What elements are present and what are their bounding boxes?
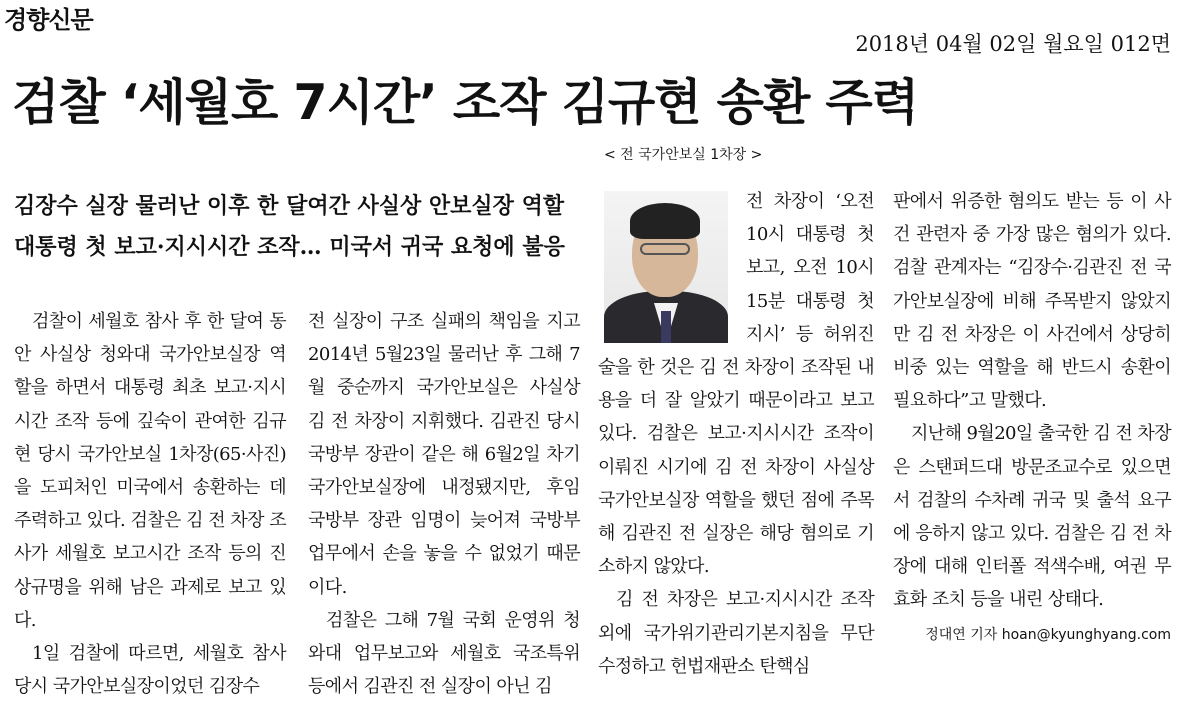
reporter-byline: 정대연 기자 hoan@kyunghyang.com (925, 626, 1171, 643)
body-column-1 (14, 305, 286, 703)
body-column-3 (598, 185, 874, 683)
body-paragraph: 전 차장이 ‘오전 10시 대통령 첫 보고, 오전 10시 15분 대통령 첫 지시’ 등 허위진술을 한 것은 김 전 차장이 조작된 내용을 더 잘 알았기 때문이라고 보고 있다. 검찰은 보고·지시시간 조작이 이뤄진 시기에 김 전 차장이 사실상 국가안보실장 역할을 했던 점에 주목해 김관진 전 실장은 해당 혐의로 기소하지 않았다. (598, 191, 874, 578)
body-paragraph: 지난해 9월20일 출국한 김 전 차장은 스탠퍼드대 방문조교수로 있으면서 검찰의 수차례 귀국 및 출석 요구에 응하지 않고 있다. 검찰은 김 전 차장에 대해 인터폴 적색수배, 여권 무효화 조치 등을 내린 상태다. (893, 423, 1171, 611)
portrait-photo (604, 191, 728, 343)
article-headline: 검찰 ‘세월호 7시간’ 조작 김규현 송환 주력 (12, 74, 919, 131)
body-paragraph: 김 전 차장은 보고·지시시간 조작 외에 국가위기관리기본지침을 무단 수정하고 헌법재판소 탄핵심 (598, 589, 874, 677)
body-column-2 (308, 305, 580, 703)
body-column-4 (893, 185, 1171, 652)
body-paragraph: 검찰이 세월호 참사 후 한 달여 동안 사실상 청와대 국가안보실장 역할을 하면서 대통령 최초 보고·지시시간 조작 등에 깊숙이 관여한 김규현 당시 국가안보실 1차장(65·사진)을 도피처인 미국에서 송환하는 데 주력하고 있다. 검찰은 김 전 차장 조사가 세월호 보고시간 조작 등의 진상규명을 위해 남은 과제로 보고 있다. (14, 311, 286, 631)
body-paragraph: 검찰은 그해 7월 국회 운영위 청와대 업무보고와 세월호 국조특위 등에서 김관진 전 실장이 아닌 김 (308, 609, 580, 698)
body-paragraph: 판에서 위증한 혐의도 받는 등 이 사건 관련자 중 가장 많은 혐의가 있다. 검찰 관계자는 “김장수·김관진 전 국가안보실장에 비해 주목받지 않았지만 김 전 차장은 이 사건에서 상당히 비중 있는 역할을 해 반드시 송환이 필요하다”고 말했다. (893, 191, 1171, 412)
newspaper-masthead: 경향신문 (4, 6, 93, 34)
photo-caption: < 전 국가안보실 1차장 > (604, 147, 763, 163)
subhead-2: 대통령 첫 보고·지시시간 조작… 미국서 귀국 요청에 불응 (14, 234, 565, 260)
article-subheads (14, 186, 574, 268)
subhead-1: 김장수 실장 물러난 이후 한 달여간 사실상 안보실장 역할 (14, 193, 565, 219)
body-paragraph: 1일 검찰에 따르면, 세월호 참사 당시 국가안보실장이었던 김장수 (14, 643, 286, 698)
issue-dateline: 2018년 04월 02일 월요일 012면 (855, 32, 1171, 56)
body-paragraph: 전 실장이 구조 실패의 책임을 지고 2014년 5월23일 물러난 후 그해 7월 중순까지 국가안보실은 사실상 김 전 차장이 지휘했다. 김관진 당시 국방부 장관이 같은 해 6월2일 차기 국가안보실장에 내정됐지만, 후임 국방부 장관 임명이 늦어져 국방부 업무에서 손을 놓을 수 없었기 때문이다. (308, 311, 580, 598)
